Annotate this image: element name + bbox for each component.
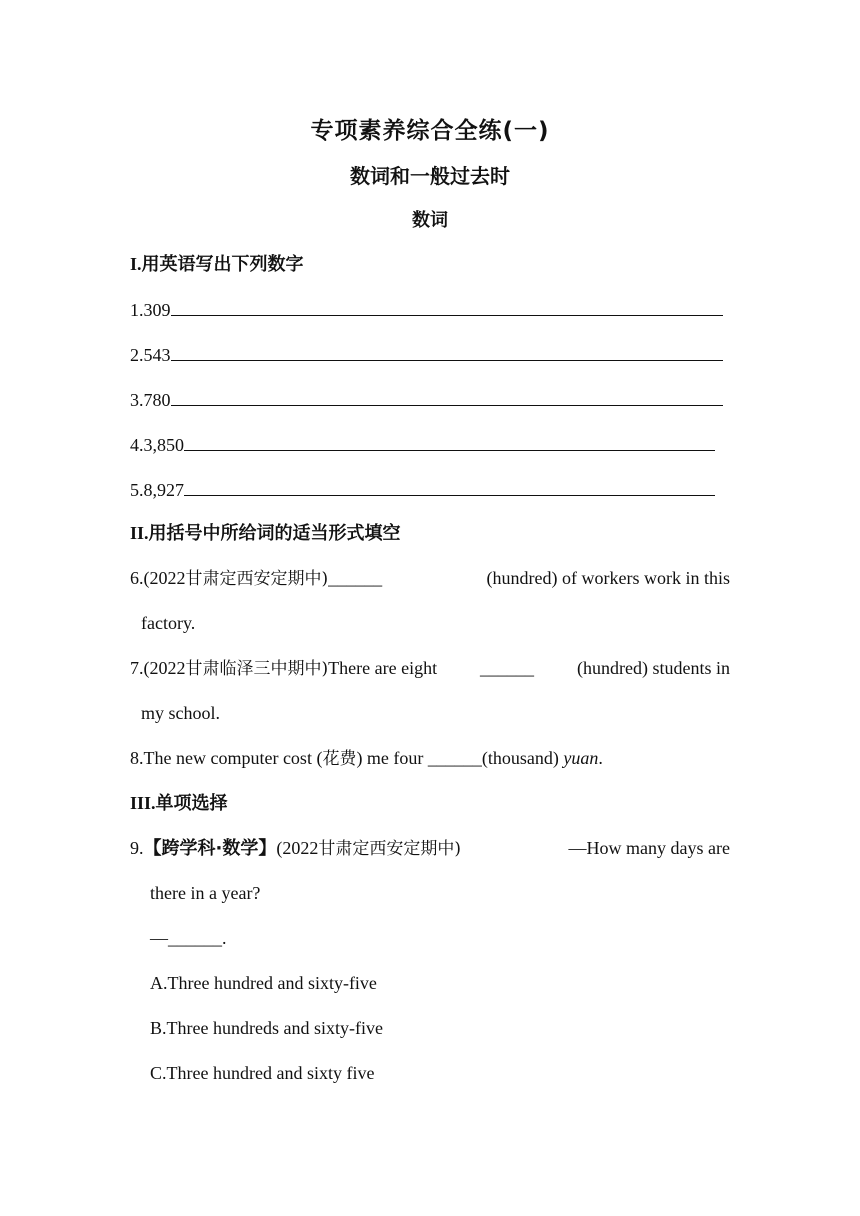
q7-rest: (hundred) students in: [577, 658, 730, 678]
section-2-title: 用括号中所给词的适当形式填空: [148, 523, 401, 544]
q9-answer-line[interactable]: —______.: [150, 928, 227, 948]
q8-end: .: [598, 748, 603, 768]
list-item-5: [130, 477, 715, 502]
q8-italic-word: yuan: [563, 748, 599, 768]
section-1-number: I.: [130, 254, 142, 274]
page-title: 专项素养综合全练(一): [310, 118, 550, 144]
q9-option-a[interactable]: A.Three hundred and sixty-five: [150, 973, 377, 993]
section-1-title: 用英语写出下列数字: [141, 254, 304, 275]
question-9: [130, 836, 730, 861]
item-3-number: 3.780: [130, 390, 171, 410]
item-2-number: 2.543: [130, 345, 171, 365]
q6-blank[interactable]: ______: [328, 568, 383, 588]
q7-year: 7.(2022: [130, 658, 186, 678]
q8-gloss: 花费: [322, 749, 357, 769]
list-item-4: [130, 432, 715, 457]
q8-text-c: (thousand): [481, 748, 559, 768]
question-6: [130, 566, 730, 591]
item-5-number: 5.8,927: [130, 480, 184, 500]
section-2-heading: [130, 521, 401, 546]
question-8: [130, 746, 603, 771]
q9-question: —How many days are: [568, 838, 730, 858]
list-item-2: [130, 342, 723, 367]
q7-text: There are eight: [328, 658, 438, 678]
list-item-1: [130, 297, 723, 322]
item-1-number: 1.309: [130, 300, 171, 320]
q8-text-b: ) me four: [356, 748, 424, 768]
q9-continuation: there in a year?: [150, 883, 261, 903]
q9-number: 9.: [130, 838, 144, 858]
q9-option-b[interactable]: B.Three hundreds and sixty-five: [150, 1018, 383, 1038]
q7-blank[interactable]: ______: [480, 658, 535, 678]
answer-blank-5[interactable]: [184, 477, 715, 496]
question-7: [130, 656, 730, 681]
q7-continuation: my school.: [141, 703, 220, 723]
q9-source: 甘肃定西安定期中): [318, 839, 461, 859]
answer-blank-3[interactable]: [171, 387, 723, 406]
q8-blank[interactable]: ______: [427, 748, 482, 768]
q8-text-a: 8.The new computer cost (: [130, 748, 323, 768]
item-4-number: 4.3,850: [130, 435, 184, 455]
list-item-3: [130, 387, 723, 412]
section-2-number: II.: [130, 523, 149, 543]
q6-year: 6.(2022: [130, 568, 186, 588]
q6-text: (hundred) of workers work in this: [486, 568, 730, 588]
page-subtitle: 数词和一般过去时: [350, 164, 510, 188]
section-3-number: III.: [130, 793, 156, 813]
q7-source: 甘肃临泽三中期中): [185, 659, 329, 679]
q6-source: 甘肃定西安定期中): [185, 569, 329, 589]
section-3-title: 单项选择: [155, 793, 228, 814]
section-3-heading: [130, 791, 228, 816]
section-subhead: 数词: [412, 210, 448, 231]
answer-blank-4[interactable]: [184, 432, 715, 451]
q6-continuation: factory.: [141, 613, 196, 633]
section-1-heading: [130, 252, 304, 277]
q9-tag: 【跨学科·数学】: [143, 838, 277, 859]
q9-option-c[interactable]: C.Three hundred and sixty five: [150, 1063, 375, 1083]
answer-blank-2[interactable]: [171, 342, 723, 361]
q9-year: (2022: [276, 838, 319, 858]
answer-blank-1[interactable]: [171, 297, 723, 316]
